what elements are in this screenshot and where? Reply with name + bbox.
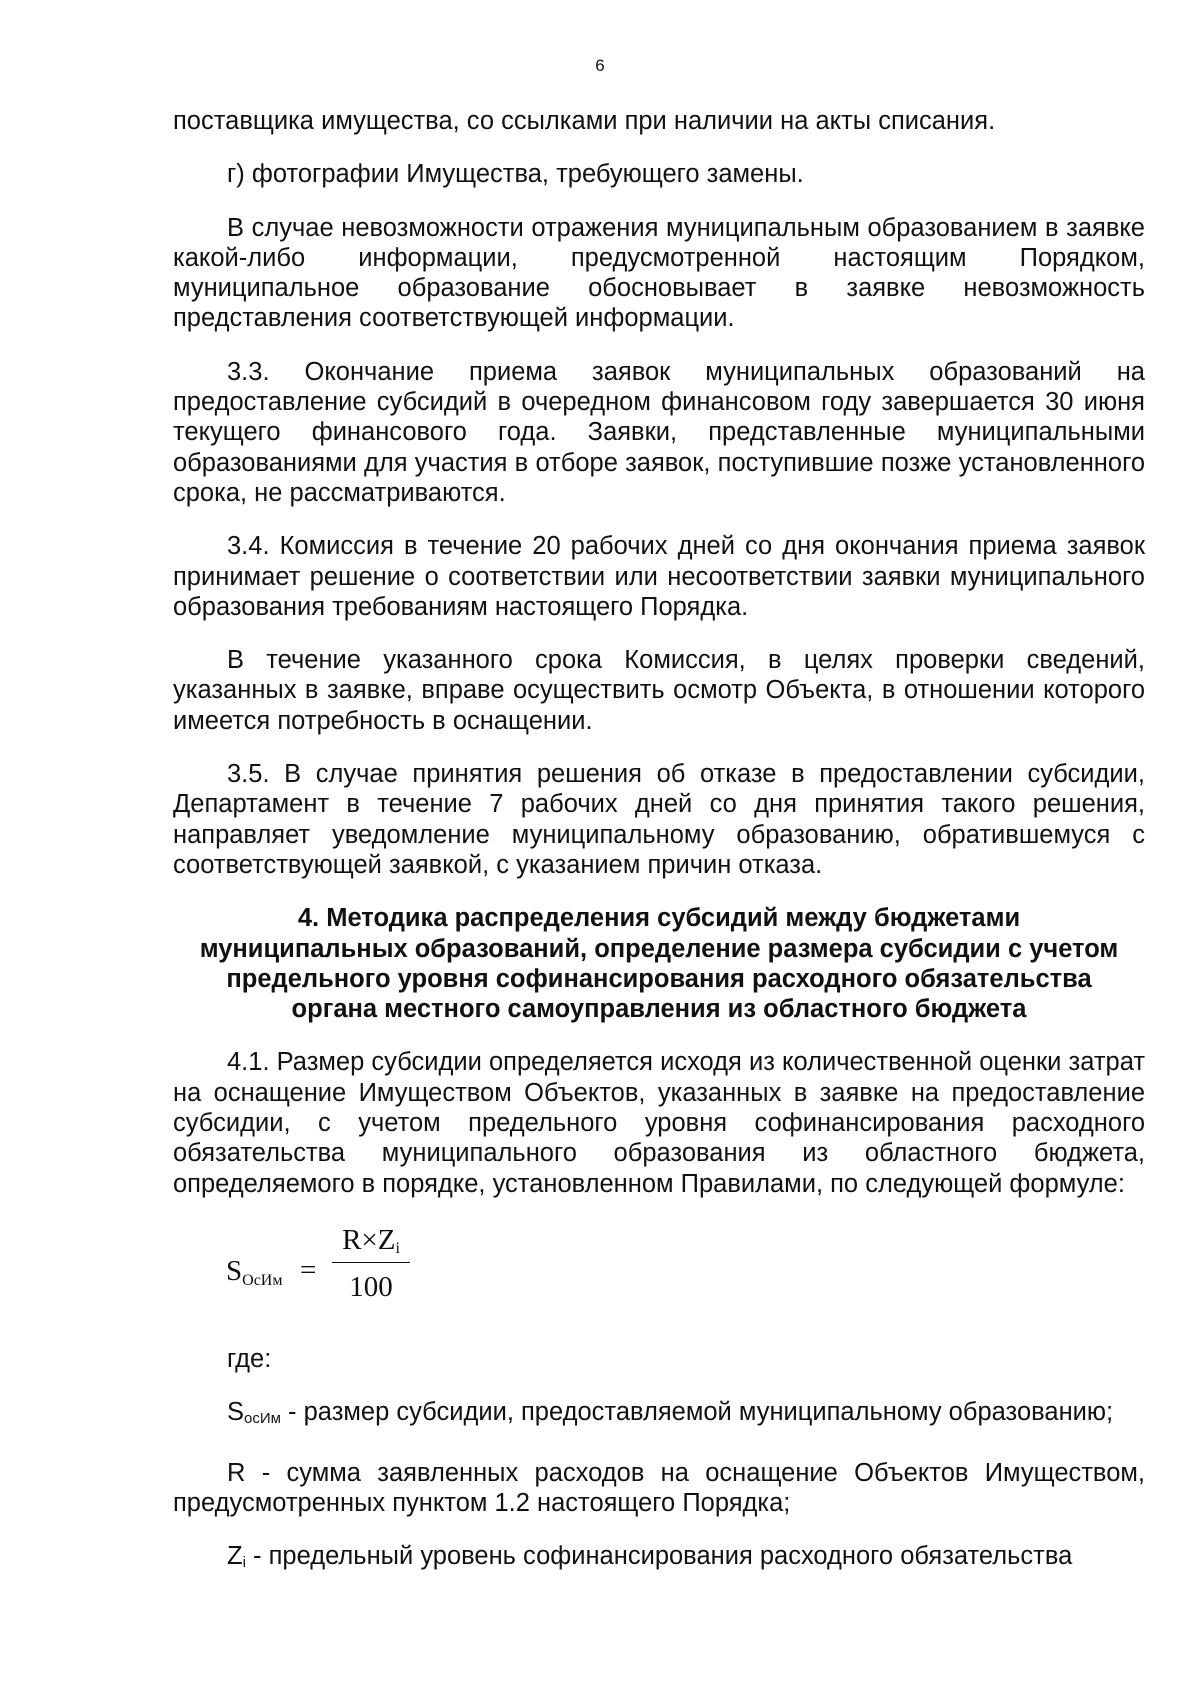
definition-s: SосИм - размер субсидии, предоставляемой муниципальному образованию; bbox=[227, 1398, 1114, 1428]
paragraph-where: где: bbox=[227, 1344, 272, 1373]
section-4-heading: 4. Методика распределения субсидий между бюджетами муниципальных образований, определение размера субсидии с учетом предельного уровня софинансирования расходного обязательства органа местного самоуправления из областного бюджета bbox=[199, 904, 1119, 1024]
paragraph-3-4: 3.4. Комиссия в течение 20 рабочих дней со дня окончания приема заявок принимает решение о соответствии или несоответствии заявки муниципального образования требованиям настоящего Порядка. bbox=[173, 532, 1145, 621]
definition-r: R - сумма заявленных расходов на оснащение Объектов Имуществом, предусмотренных пунктом 1.2 настоящего Порядка; bbox=[173, 1458, 1145, 1517]
subsidy-formula bbox=[226, 1222, 1145, 1318]
paragraph-supplier: поставщика имущества, со ссылками при наличии на акты списания. bbox=[173, 107, 996, 135]
paragraph-3-5: 3.5. В случае принятия решения об отказе в предоставлении субсидии, Департамент в течение 7 рабочих дней со дня принятия такого решения, направляет уведомление муниципальному образованию, обратившемуся с соответствующей заявкой, с указанием причин отказа. bbox=[173, 760, 1145, 879]
paragraph-4-1: 4.1. Размер субсидии определяется исходя из количественной оценки затрат на оснащение Имуществом Объектов, указанных в заявке на предоставление субсидии, с учетом предельного уровня софинансирования расходного обязательства муниципального образования из областного бюджета, определяемого в порядке, установленном Правилами, по следующей формуле: bbox=[173, 1048, 1145, 1198]
formula-lhs: $S_{ОсИм}$ bbox=[226, 1254, 283, 1289]
page-number: 6 bbox=[595, 56, 605, 75]
formula-equals: = bbox=[300, 1253, 317, 1286]
paragraph-impossibility: В случае невозможности отражения муниципальным образованием в заявке какой-либо информации, предусмотренной настоящим Порядком, муниципальное образование обосновывает в заявке невозможность представления соответствующей информации. bbox=[173, 213, 1145, 333]
paragraph-inspection: В течение указанного срока Комиссия, в целях проверки сведений, указанных в заявке, вправе осуществить осмотр Объекта, в отношении которого имеется потребность в оснащении. bbox=[173, 646, 1145, 735]
paragraph-photos: г) фотографии Имущества, требующего замены. bbox=[227, 160, 804, 189]
fraction-bar bbox=[332, 1262, 410, 1263]
formula-numerator: $R\times Z_i$ bbox=[342, 1223, 400, 1257]
definition-z: Zi - предельный уровень софинансирования расходного обязательства bbox=[227, 1542, 1073, 1572]
formula-fraction bbox=[332, 1222, 410, 1307]
paragraph-3-3: 3.3. Окончание приема заявок муниципальных образований на предоставление субсидий в очередном финансовом году завершается 30 июня текущего финансового года. Заявки, представленные муниципальными образованиями для участия в отборе заявок, поступившие позже установленного срока, не рассматриваются. bbox=[173, 357, 1145, 507]
document-body bbox=[173, 106, 1145, 1601]
formula-denominator: 100 bbox=[349, 1270, 393, 1303]
